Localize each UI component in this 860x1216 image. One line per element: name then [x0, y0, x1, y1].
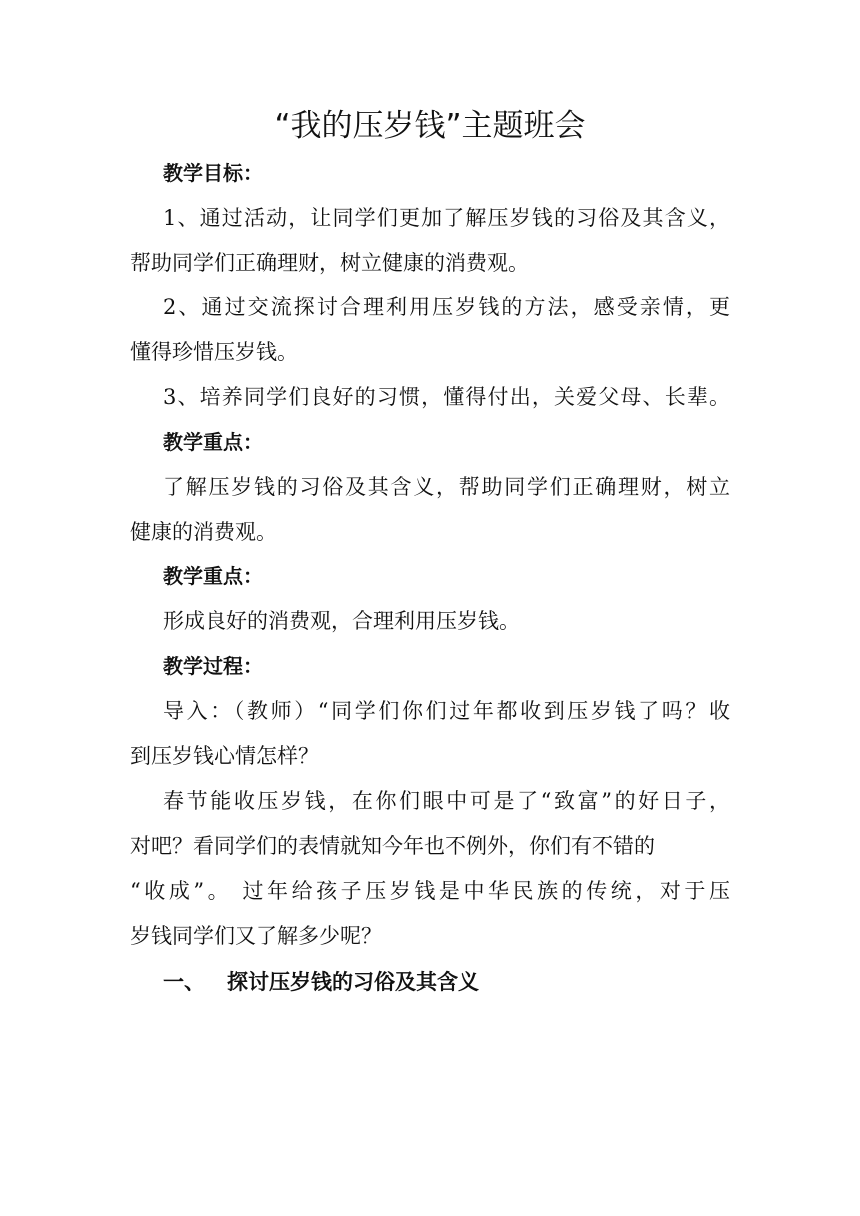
difficulties-heading: 教学重点： [163, 564, 263, 588]
paragraph-line-1: 春节能收压岁钱，在你们眼中可是了“致富”的好日子， [163, 789, 730, 813]
objective-2-line-1: 2、通过交流探讨合理利用压岁钱的方法，感受亲情，更 [163, 295, 730, 319]
objective-3: 3、培养同学们良好的习惯，懂得付出，关爱父母、长辈。 [163, 385, 730, 409]
key-points-line-1: 了解压岁钱的习俗及其含义，帮助同学们正确理财，树立 [163, 475, 730, 499]
objective-1-line-1: 1、通过活动，让同学们更加了解压岁钱的习俗及其含义， [163, 206, 730, 230]
intro-line-2: 到压岁钱心情怎样？ [130, 744, 319, 768]
key-points-heading: 教学重点： [163, 430, 263, 454]
process-heading: 教学过程： [163, 654, 263, 678]
key-points-line-2: 健康的消费观。 [130, 520, 277, 544]
difficulties-text: 形成良好的消费观，合理利用压岁钱。 [163, 609, 520, 633]
section-1-heading [163, 966, 479, 998]
paragraph-line-2: 对吧？看同学们的表情就知今年也不例外，你们有不错的 [130, 834, 655, 858]
paragraph-line-4: 岁钱同学们又了解多少呢？ [130, 924, 382, 948]
objective-1-line-2: 帮助同学们正确理财，树立健康的消费观。 [130, 251, 529, 275]
section-1-title: 探讨压岁钱的习俗及其含义 [227, 970, 479, 994]
paragraph-line-3: “收成”。 过年给孩子压岁钱是中华民族的传统，对于压 [130, 879, 730, 903]
section-1-number: 一、 [163, 970, 205, 994]
objectives-heading: 教学目标： [163, 161, 263, 185]
objective-2-line-2: 懂得珍惜压岁钱。 [130, 340, 298, 364]
document-title: “我的压岁钱”主题班会 [274, 108, 586, 144]
intro-line-1: 导入：（教师）“同学们你们过年都收到压岁钱了吗？收 [163, 699, 730, 723]
